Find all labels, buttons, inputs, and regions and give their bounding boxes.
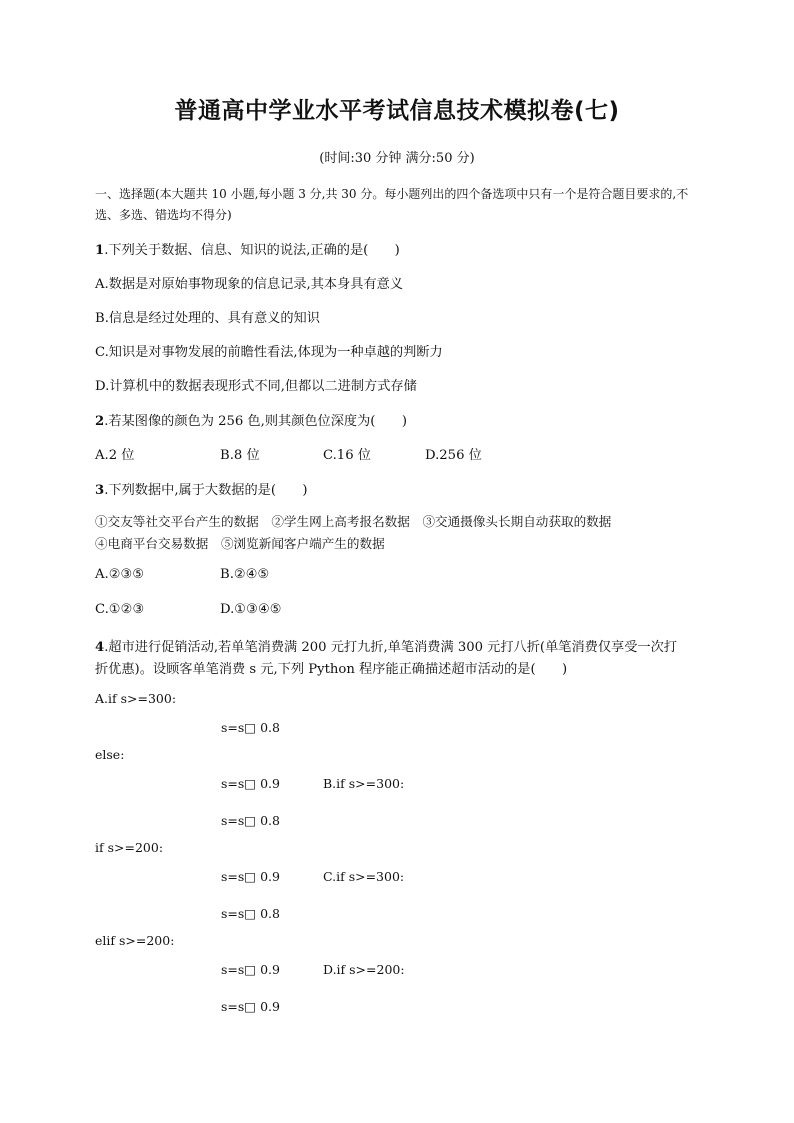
question-4-stem-line2: 折优惠)。设顾客单笔消费 s 元,下列 Python 程序能正确描述超市活动的是( ) bbox=[95, 662, 568, 677]
question-3-option-b: B.②④⑤ bbox=[220, 567, 270, 582]
question-1-option-a: A.数据是对原始事物现象的信息记录,其本身具有意义 bbox=[95, 277, 404, 292]
code-line: s=s□ 0.9 bbox=[221, 776, 280, 791]
code-line: D.if s>=200: bbox=[323, 962, 405, 977]
question-2-option-d: D.256 位 bbox=[425, 448, 482, 463]
code-line: elif s>=200: bbox=[95, 933, 175, 948]
question-3-stem bbox=[95, 479, 308, 498]
question-number: 3 bbox=[95, 483, 105, 498]
exam-subtitle: (时间:30 分钟 满分:50 分) bbox=[319, 151, 475, 166]
question-number: 2 bbox=[95, 414, 105, 429]
question-3-option-c: C.①②③ bbox=[95, 602, 145, 617]
question-number: 4 bbox=[95, 640, 105, 655]
code-line: A.if s>=300: bbox=[95, 691, 177, 706]
section-intro: 一、选择题(本大题共 10 小题,每小题 3 分,共 30 分。每小题列出的四个备选项中只有一个是符合题目要求的,不选、多选、错选均不得分) bbox=[95, 187, 689, 222]
question-4-stem-line1 bbox=[95, 636, 677, 655]
question-1-option-b: B.信息是经过处理的、具有意义的知识 bbox=[95, 311, 320, 326]
question-2-option-a: A.2 位 bbox=[95, 448, 135, 463]
code-line: if s>=200: bbox=[95, 840, 164, 855]
code-line: else: bbox=[95, 747, 125, 762]
question-text: .若某图像的颜色为 256 色,则其颜色位深度为( ) bbox=[104, 414, 407, 429]
question-3-option-d: D.①③④⑤ bbox=[220, 602, 282, 617]
question-3-option-a: A.②③⑤ bbox=[95, 567, 145, 582]
question-3-items-line1: ①交友等社交平台产生的数据 ②学生网上高考报名数据 ③交通摄像头长期自动获取的数据 bbox=[95, 514, 612, 529]
question-text: .下列关于数据、信息、知识的说法,正确的是( ) bbox=[104, 243, 400, 258]
code-line: s=s□ 0.8 bbox=[221, 906, 280, 921]
question-text: .超市进行促销活动,若单笔消费满 200 元打九折,单笔消费满 300 元打八折(单笔消费仅享受一次打 bbox=[104, 640, 677, 655]
exam-title: 普通高中学业水平考试信息技术模拟卷(七) bbox=[174, 98, 620, 124]
question-1-option-c: C.知识是对事物发展的前瞻性看法,体现为一种卓越的判断力 bbox=[95, 345, 443, 360]
question-1-option-d: D.计算机中的数据表现形式不同,但都以二进制方式存储 bbox=[95, 379, 417, 394]
code-line: s=s□ 0.9 bbox=[221, 962, 280, 977]
code-line: s=s□ 0.9 bbox=[221, 869, 280, 884]
question-number: 1 bbox=[95, 243, 105, 258]
question-text: .下列数据中,属于大数据的是( ) bbox=[104, 483, 308, 498]
question-3-items-line2: ④电商平台交易数据 ⑤浏览新闻客户端产生的数据 bbox=[95, 536, 385, 551]
question-2-option-b: B.8 位 bbox=[220, 448, 260, 463]
question-1-stem bbox=[95, 239, 400, 258]
code-line: s=s□ 0.8 bbox=[221, 720, 280, 735]
code-line: C.if s>=300: bbox=[323, 869, 405, 884]
code-line: s=s□ 0.8 bbox=[221, 813, 280, 828]
question-2-stem bbox=[95, 410, 407, 429]
code-line: B.if s>=300: bbox=[323, 776, 405, 791]
question-2-option-c: C.16 位 bbox=[323, 448, 371, 463]
code-line: s=s□ 0.9 bbox=[221, 999, 280, 1014]
